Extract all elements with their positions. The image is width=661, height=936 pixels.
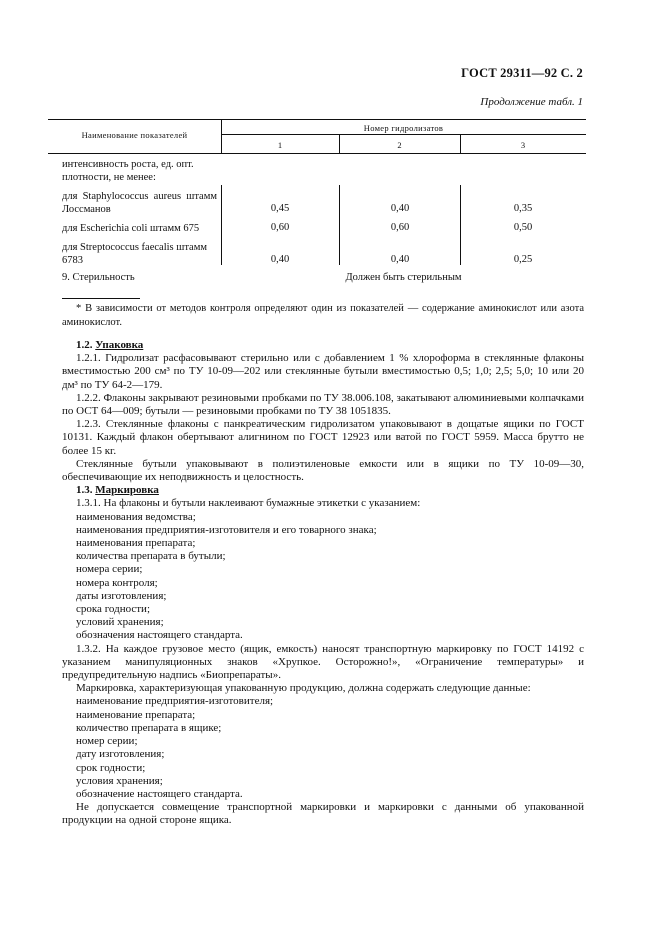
paragraph: 1.2.2. Флаконы закрывают резиновыми пробками по ТУ 38.006.108, закатывают алюминиевыми колпачками по ОСТ 64—009; бутыли — резиновыми пробками по ТУ 38 1051835. (62, 391, 584, 418)
footnote-text: * В зависимости от методов контроля определяют один из показателей — содержание аминокислот или азота аминокислот. (62, 303, 584, 328)
paragraph: 1.3.1. На флаконы и бутыли наклеивают бумажные этикетки с указанием: (76, 497, 421, 510)
list-item: количество препарата в ящике; (76, 721, 222, 734)
table-cell: 0,60 (270, 222, 290, 233)
list-item: даты изготовления; (76, 589, 167, 602)
page-header: ГОСТ 29311—92 С. 2 (461, 66, 583, 80)
section-number: 1.2. (76, 339, 93, 351)
paragraph: Маркировка, характеризующая упакованную продукцию, должна содержать следующие данные: (76, 682, 531, 695)
table-group-header: Номер гидролизатов (363, 123, 444, 133)
section-heading (62, 339, 584, 352)
table-cell-span: Должен быть стерильным (345, 272, 462, 283)
table-row-label: для Escherichia coli штамм 675 (62, 223, 200, 234)
marking-list (62, 695, 584, 801)
table-col-num-1: 1 (277, 140, 283, 150)
section-number: 1.3. (76, 484, 93, 497)
list-item: наименования препарата; (76, 537, 196, 550)
table-continuation-note: Продолжение табл. 1 (480, 96, 583, 108)
table-row-label: 9. Стерильность (62, 272, 135, 283)
list-item: дату изготовления; (76, 748, 165, 761)
table-cell: 0,50 (513, 222, 533, 233)
table-cell: 0,35 (513, 203, 533, 214)
table-cell: 0,45 (270, 203, 290, 214)
list-item: наименования ведомства; (76, 510, 196, 523)
list-item: наименование препарата; (76, 708, 196, 721)
main-text (62, 339, 584, 828)
table-header-rule (48, 153, 586, 154)
section-title: Маркировка (95, 484, 159, 497)
table-cell: 0,40 (390, 203, 410, 214)
list-item: срока годности; (76, 603, 151, 616)
list-item: наименование предприятия-изготовителя; (76, 695, 274, 708)
footnote-rule (62, 298, 140, 299)
list-item: условия хранения; (76, 774, 163, 787)
paragraph: Стеклянные бутыли упаковывают в полиэтиленовые емкости или в ящики по ТУ 10-09—30, обеспечивающие их неподвижность и целостность. (62, 457, 584, 484)
table-col-num-3: 3 (520, 140, 526, 150)
paragraph: 1.3.2. На каждое грузовое место (ящик, емкость) наносят транспортную маркировку по ГОСТ 14192 с указанием манипуляционных знаков «Хрупкое. Осторожно!», «Ограничение температуры» и предупредительную надпись «Биопрепараты». (62, 642, 584, 682)
table-row-label: для Streptococcus faecalis штамм 6783 (62, 242, 207, 266)
table-col-num-2: 2 (397, 140, 402, 150)
list-item: обозначения настоящего стандарта. (76, 629, 243, 642)
table-col-header: Наименование показателей (81, 130, 188, 140)
footnote (62, 302, 584, 330)
list-item: обозначение настоящего стандарта. (76, 787, 243, 800)
list-item: условий хранения; (76, 616, 164, 629)
section-title: Упаковка (95, 339, 144, 351)
list-item: номер серии; (76, 735, 138, 748)
list-item: срок годности; (76, 761, 146, 774)
label-list (62, 511, 584, 643)
table-row-label: интенсивность роста, ед. опт. плотности, не менее: (62, 159, 194, 183)
paragraph: 1.2.1. Гидролизат расфасовывают стерильно или с добавлением 1 % хлороформа в стеклянные флаконы вместимостью 200 см³ по ТУ 10-09—202 или стеклянные бутыли вместимостью 0,5; 1,0; 2,5; 5,0; 10 или 20 дм³ по ТУ 64-2—179. (62, 352, 584, 391)
table-row-label: для Staphylococcus aureus штамм Лоссманов (62, 191, 217, 215)
list-item: номера контроля; (76, 576, 158, 589)
table-cell: 0,40 (270, 254, 290, 265)
table-body-vline-3 (460, 185, 461, 265)
table-top-rule (48, 119, 586, 120)
list-item: наименования предприятия-изготовителя и его товарного знака; (76, 523, 377, 536)
list-item: номера серии; (76, 563, 143, 576)
table-cell: 0,60 (390, 222, 410, 233)
table-cell: 0,40 (390, 254, 410, 265)
paragraph: Не допускается совмещение транспортной маркировки и маркировки с данными об упакованной продукции на одной стороне ящика. (62, 801, 584, 827)
table-cell: 0,25 (513, 254, 533, 265)
list-item: количества препарата в бутыли; (76, 550, 226, 563)
table-body-vline-2 (339, 185, 340, 265)
paragraph: 1.2.3. Стеклянные флаконы с панкреатическим гидролизатом упаковывают в дощатые ящики по ГОСТ 10131. Каждый флакон обертывают алигнином по ГОСТ 12923 или ватой по ГОСТ 5959. Масса брутто не более 15 кг. (62, 418, 584, 457)
section-heading (62, 484, 584, 497)
